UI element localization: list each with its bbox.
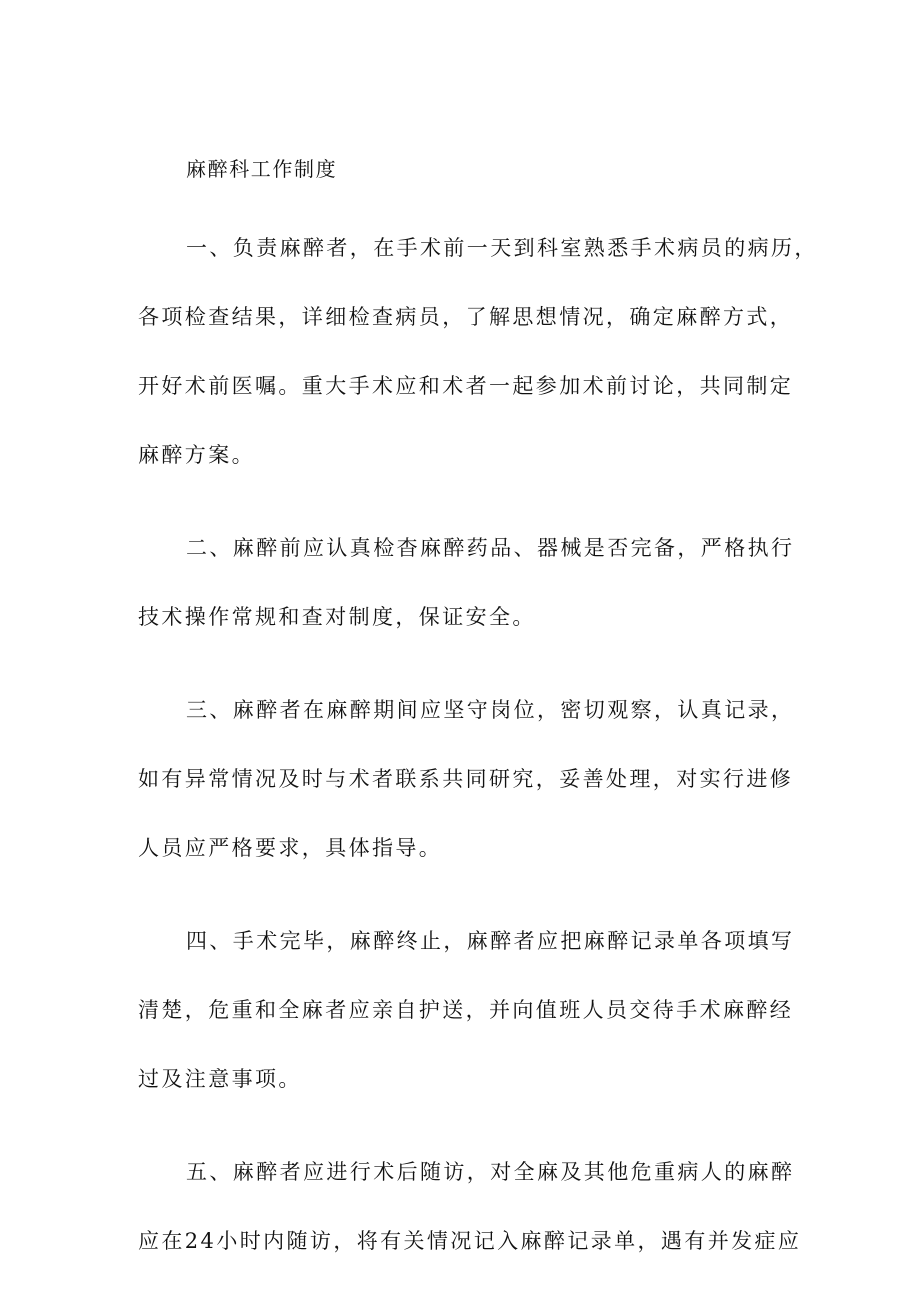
paragraph-1 — [138, 214, 818, 490]
paragraph-line: 清楚，危重和全麻者应亲自护送，并向值班人员交待手术麻醉经 — [138, 998, 794, 1022]
paragraph-line: 麻醉方案。 — [138, 443, 255, 467]
paragraph-line: 五、麻醉者应进行术后随访，对全麻及其他危重病人的麻醉 — [186, 1160, 795, 1184]
paragraph-line: 四、手术完毕，麻醉终止，麻醉者应把麻醉记录单各项填写 — [186, 929, 795, 953]
paragraph-line: 二、麻醉前应认真检杳麻醉药品、器械是否完备，严格执行 — [186, 536, 795, 560]
paragraph-line: 如有异常情况及时与术者联系共同研究，妥善处理，对实行进修 — [138, 767, 794, 791]
paragraph-line: 过及注意事项。 — [138, 1067, 302, 1091]
paragraph-3 — [138, 676, 795, 883]
paragraph-4 — [138, 907, 795, 1114]
document-title: 麻醉科工作制度 — [186, 157, 338, 181]
document-body — [138, 146, 818, 1276]
paragraph-line: 一、负责麻醉者，在手术前一天到科室熟悉手术病员的病历， — [186, 236, 818, 260]
paragraph-line: 应在24小时内随访，将有关情况记入麻醉记录单，遇有并发症应 — [138, 1229, 802, 1253]
paragraph-line: 三、麻醉者在麻醉期间应坚守岗位，密切观察，认真记录， — [186, 698, 795, 722]
paragraph-line: 各项检查结果，详细检查病员，了解思想情况，确定麻醉方式， — [138, 305, 794, 329]
paragraph-5 — [138, 1138, 802, 1276]
paragraph-line: 开好术前医嘱。重大手术应和术者一起参加术前讨论，共同制定 — [138, 374, 794, 398]
paragraph-line: 人员应严格要求，具体指导。 — [138, 836, 443, 860]
paragraph-2 — [138, 514, 795, 652]
paragraph-line: 技术操作常规和查对制度，保证安全。 — [138, 605, 536, 629]
